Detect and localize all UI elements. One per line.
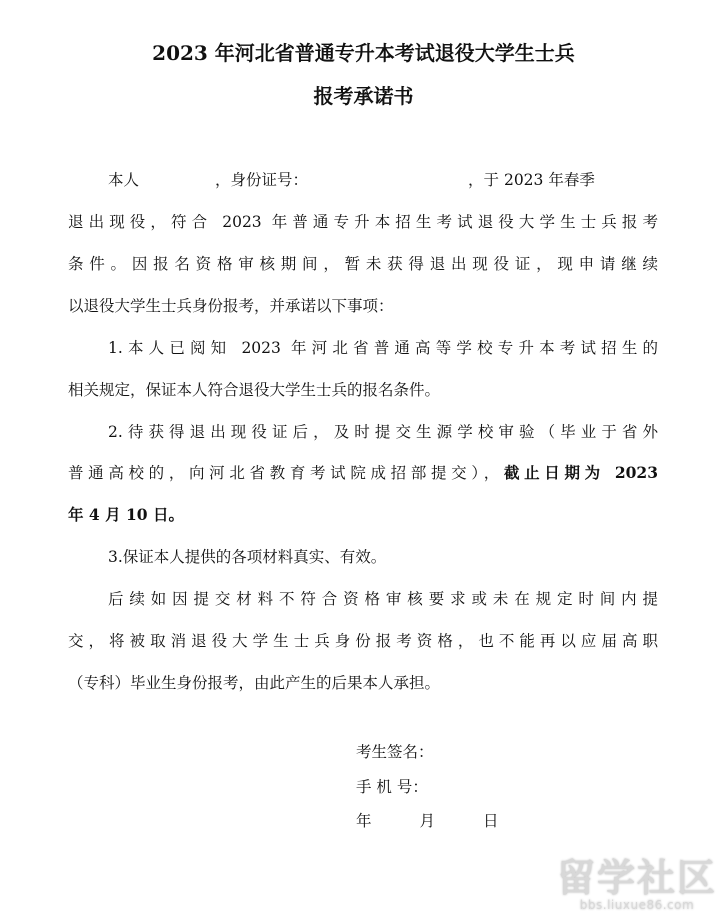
item3-line-1: 3.保证本人提供的各项材料真实、有效。 <box>108 548 387 566</box>
signature-day: 日 <box>483 812 499 830</box>
watermark-url: bbs.liuxue86.com <box>579 898 695 912</box>
item2-line-2 <box>68 463 658 483</box>
signature-name-label: 考生签名： <box>356 743 434 761</box>
watermark <box>557 858 717 912</box>
signature-year: 年 <box>356 812 372 830</box>
item2-line-2-text: 普通高校的，向河北省教育考试院成招部提交）， <box>68 464 504 482</box>
intro-line-3: 条件。因报名资格审核期间，暂未获得退出现役证，现申请继续 <box>68 255 658 273</box>
signature-date <box>356 811 499 831</box>
intro-line-1 <box>108 170 658 190</box>
item2-line-1: 2.待获得退出现役证后，及时提交生源学校审验（毕业于省外 <box>108 423 658 441</box>
intro-id-label: ，身份证号： <box>215 171 309 189</box>
deadline-text: 截止日期为 2023 <box>503 463 658 482</box>
watermark-logo: 留学社区 <box>556 856 717 900</box>
closing-line-2: 交，将被取消退役大学生士兵身份报考资格，也不能再以应届高职 <box>68 632 658 650</box>
title-line-2: 报考承诺书 <box>313 84 414 108</box>
intro-name-label: 本人 <box>108 171 140 189</box>
closing-line-3: （专科）毕业生身份报考，由此产生的后果本人承担。 <box>68 674 441 692</box>
intro-date-text: ，于 2023 年春季 <box>468 171 595 189</box>
title-line-1: 2023 年河北省普通专升本考试退役大学生士兵 <box>152 41 575 65</box>
signature-phone-label: 手 机 号： <box>356 778 428 796</box>
deadline-date: 年 4 月 10 日。 <box>68 505 184 524</box>
closing-line-1: 后续如因提交材料不符合资格审核要求或未在规定时间内提 <box>108 590 658 608</box>
item1-line-1: 1.本人已阅知 2023 年河北省普通高等学校专升本考试招生的 <box>108 339 658 357</box>
signature-month: 月 <box>419 812 436 830</box>
intro-line-2: 退出现役，符合 2023 年普通专升本招生考试退役大学生士兵报考 <box>68 213 658 231</box>
intro-line-4: 以退役大学生士兵身份报考，并承诺以下事项： <box>68 297 394 315</box>
item1-line-2: 相关规定，保证本人符合退役大学生士兵的报名条件。 <box>68 381 441 399</box>
